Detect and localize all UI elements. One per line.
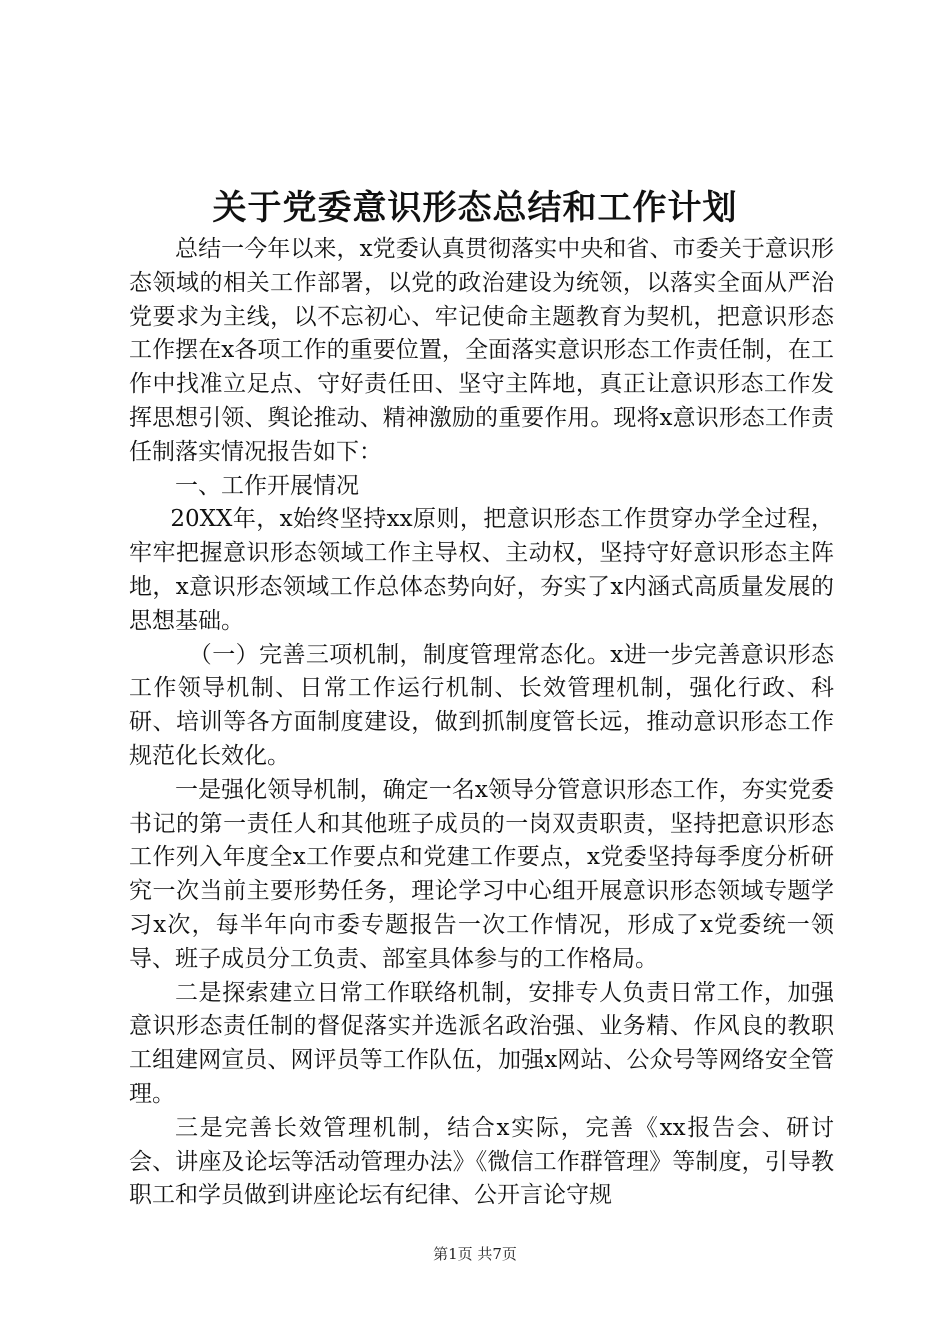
paragraph-work-overview: 20XX年，x始终坚持xx原则，把意识形态工作贯穿办学全过程，牢牢把握意识形态领域工作主导权、主动权，坚持守好意识形态主阵地，x意识形态领域工作总体态势向好，夯实了x内涵式高质量发展的思想基础。	[129, 506, 834, 634]
paragraph-summary-intro: 总结一今年以来，x党委认真贯彻落实中央和省、市委关于意识形态领域的相关工作部署，以党的政治建设为统领，以落实全面从严治党要求为主线，以不忘初心、牢记使命主题教育为契机，把意识形态工作摆在x各项工作的重要位置，全面落实意识形态工作责任制，在工作中找准立足点、守好责任田、坚守主阵地，真正让意识形态工作发挥思想引领、舆论推动、精神激励的重要作用。现将x意识形态工作责任制落实情况报告如下：	[129, 236, 834, 465]
document-body	[129, 233, 834, 1213]
paragraph-point-three: 三是完善长效管理机制，结合x实际，完善《xx报告会、研讨会、讲座及论坛等活动管理办法》《微信工作群管理》等制度，引导教职工和学员做到讲座论坛有纪律、公开言论守规	[129, 1114, 834, 1209]
paragraph-subsection-mechanisms: （一）完善三项机制，制度管理常态化。x进一步完善意识形态工作领导机制、日常工作运行机制、长效管理机制，强化行政、科研、培训等各方面制度建设，做到抓制度管长远，推动意识形态工作规范化长效化。	[129, 641, 834, 769]
page-number-footer: 第1页 共7页	[433, 1245, 517, 1263]
section-heading-work-progress: 一、工作开展情况	[175, 472, 359, 499]
paragraph-point-one: 一是强化领导机制，确定一名x领导分管意识形态工作，夯实党委书记的第一责任人和其他班子成员的一岗双责职责，坚持把意识形态工作列入年度全x工作要点和党建工作要点，x党委坚持每季度分析研究一次当前主要形势任务，理论学习中心组开展意识形态领域专题学习x次，每半年向市委专题报告一次工作情况，形成了x党委统一领导、班子成员分工负责、部室具体参与的工作格局。	[129, 776, 834, 972]
document-title: 关于党委意识形态总结和工作计划	[212, 188, 738, 228]
paragraph-point-two: 二是探索建立日常工作联络机制，安排专人负责日常工作，加强意识形态责任制的督促落实并选派名政治强、业务精、作风良的教职工组建网宣员、网评员等工作队伍，加强x网站、公众号等网络安全管理。	[129, 979, 834, 1107]
